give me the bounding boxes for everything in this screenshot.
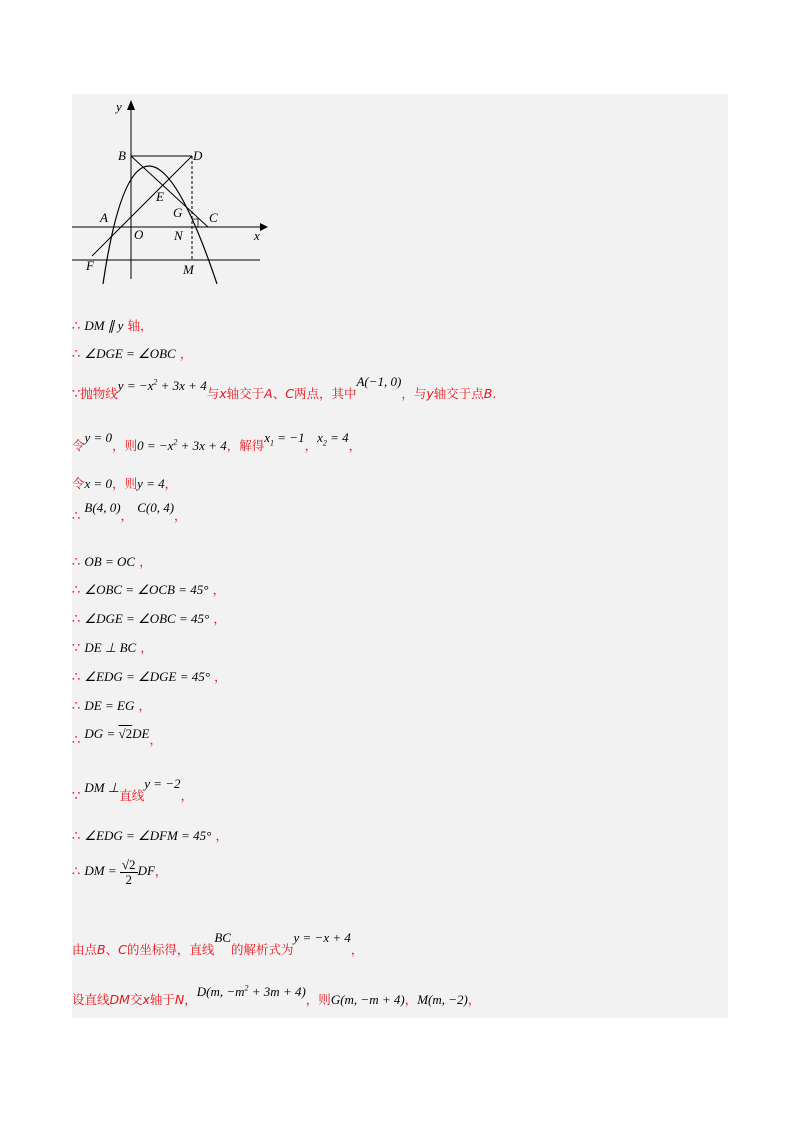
math-var: N: [174, 992, 185, 1007]
math-parabola: $y = -x^2 + 3x + 4$: [117, 377, 207, 393]
solution-line-17: [72, 930, 364, 958]
text: ，: [348, 438, 362, 453]
math-var: C: [285, 386, 294, 401]
math-root-2: $x_2 = 4$: [317, 430, 349, 448]
text: 交: [129, 992, 143, 1007]
segment-bc: [131, 156, 208, 227]
math-expr: ∠DGE = ∠OBC = 45°: [84, 611, 210, 626]
therefore-symbol: ∴: [72, 612, 81, 627]
math-expr: y = −2: [144, 776, 181, 791]
math-var: B: [483, 386, 493, 401]
math-expr: y = 0: [84, 430, 113, 445]
text: ，: [180, 788, 194, 803]
text: ，则: [112, 438, 138, 453]
parabola-curve: [103, 166, 217, 284]
solution-line-10: [72, 638, 153, 656]
text: 令: [72, 438, 85, 453]
label-f: F: [86, 258, 94, 273]
math-expr: OB = OC: [84, 554, 136, 569]
label-d: D: [193, 148, 203, 163]
math-point-m: M(m, −2): [417, 992, 468, 1007]
math-expr: DE ⊥ BC: [84, 640, 137, 655]
therefore-symbol: ∴: [72, 864, 81, 880]
math-expr: BC: [214, 930, 231, 945]
therefore-symbol: ∴: [72, 829, 81, 844]
math-var: x: [219, 386, 227, 401]
text: 令: [72, 476, 85, 491]
math-root-1: $x_1 = -1$: [264, 430, 305, 448]
parabola-figure: [72, 94, 272, 284]
math-point-c: C(0, 4): [137, 500, 175, 515]
solution-line-1: [72, 316, 153, 334]
solution-line-12: [72, 696, 151, 714]
label-b: B: [118, 148, 126, 163]
therefore-symbol: ∴: [72, 583, 81, 598]
math-expr: DE = EG: [84, 698, 135, 713]
math-expr: DM ⊥: [84, 780, 120, 795]
text: ，则: [305, 992, 331, 1007]
solution-line-9: [72, 609, 226, 627]
solution-line-13: [72, 726, 162, 748]
text: ，: [140, 640, 153, 655]
math-expr: ∠EDG = ∠DGE = 45°: [84, 669, 210, 684]
math-var: B: [97, 942, 106, 957]
math-point-d: D(m, $-m^2 + 3m + 4$): [196, 983, 306, 999]
solution-line-15: [72, 826, 228, 844]
text: ，: [212, 582, 226, 597]
text: 、: [105, 942, 119, 957]
math-point-g: G(m, −m + 4): [330, 992, 405, 1007]
math-var: y: [426, 386, 434, 401]
text: ，: [138, 698, 152, 713]
because-symbol: ∵: [72, 641, 81, 656]
text: ，: [214, 669, 227, 684]
math-expr: DM ∥ y: [84, 318, 124, 333]
x-axis-arrow: [260, 223, 268, 231]
math-equation: $0 = -x^2 + 3x + 4$: [137, 437, 227, 453]
text: 由点: [72, 942, 98, 957]
text: 轴于: [149, 992, 175, 1007]
text: 、: [272, 386, 286, 401]
solution-line-18: [72, 983, 481, 1008]
solution-line-4: [72, 430, 362, 456]
math-var: DM: [109, 992, 130, 1007]
label-y: y: [116, 99, 122, 114]
math-expr: y = −x + 4: [293, 930, 351, 945]
label-a: A: [100, 210, 108, 225]
text: 直线: [119, 788, 145, 803]
solution-line-14: [72, 776, 194, 804]
math-expr: y = 4: [137, 476, 165, 491]
math-expr: ∠OBC = ∠OCB = 45°: [84, 582, 209, 597]
text: 轴，: [127, 318, 153, 333]
text: ，: [304, 438, 318, 453]
label-x: x: [254, 228, 260, 243]
text: 轴交于: [226, 386, 265, 401]
solution-line-2: [72, 344, 192, 362]
text: ，: [120, 508, 134, 523]
therefore-symbol: ∴: [72, 347, 81, 362]
therefore-symbol: ∴: [72, 733, 81, 748]
math-expr: ∠EDG = ∠DFM = 45°: [84, 828, 212, 843]
text: ，: [215, 828, 229, 843]
therefore-symbol: ∴: [72, 555, 81, 570]
text: ，: [184, 992, 197, 1007]
therefore-symbol: ∴: [72, 699, 81, 714]
therefore-symbol: ∴: [72, 319, 81, 334]
label-n: N: [174, 228, 183, 243]
text: 设直线: [72, 992, 110, 1007]
solution-line-11: [72, 667, 227, 685]
math-expr: DM = $\frac{√2}{2}$ DF: [84, 857, 155, 887]
solution-panel: [72, 94, 728, 1018]
math-expr: DG = √2DE: [84, 726, 150, 741]
math-expr: ∠DGE = ∠OBC: [84, 346, 176, 361]
text: 抛物线: [80, 386, 118, 401]
text: 两点，其中: [293, 386, 357, 401]
solution-line-3: [72, 374, 497, 402]
text: ，与: [401, 386, 427, 401]
math-var: A: [264, 386, 273, 401]
text: ，: [164, 476, 178, 491]
math-point-b: B(4, 0): [84, 500, 121, 515]
solution-line-8: [72, 580, 225, 598]
text: ，: [139, 554, 152, 569]
text: .: [492, 386, 497, 401]
label-g: G: [173, 205, 183, 220]
text: ，: [149, 732, 162, 747]
math-expr: x = 0: [84, 476, 113, 491]
text: ，解得: [226, 438, 265, 453]
math-var: x: [142, 992, 150, 1007]
solution-line-7: [72, 552, 152, 570]
solution-line-6: [72, 500, 187, 524]
label-c: C: [209, 210, 218, 225]
text: ，: [174, 508, 187, 523]
text: ，则: [112, 476, 138, 491]
math-var: C: [118, 942, 127, 957]
label-m: M: [183, 262, 194, 277]
label-e: E: [156, 189, 164, 204]
text: ，: [350, 942, 364, 957]
label-o: O: [134, 227, 144, 242]
text: ，: [179, 346, 193, 361]
text: ，: [404, 992, 418, 1007]
text: ，: [213, 611, 226, 626]
text: 的坐标得，直线: [126, 942, 215, 957]
text: 的解析式为: [230, 942, 294, 957]
solution-line-5: [72, 474, 177, 492]
therefore-symbol: ∴: [72, 509, 81, 524]
text: 与: [206, 386, 220, 401]
y-axis-arrow: [127, 100, 135, 110]
text: ，: [154, 863, 168, 879]
math-point-a: A(−1, 0): [356, 374, 402, 389]
because-symbol: ∵: [72, 387, 81, 402]
text: 轴交于点: [433, 386, 484, 401]
therefore-symbol: ∴: [72, 670, 81, 685]
solution-line-16: [72, 858, 167, 887]
text: ，: [467, 992, 481, 1007]
because-symbol: ∵: [72, 789, 81, 804]
